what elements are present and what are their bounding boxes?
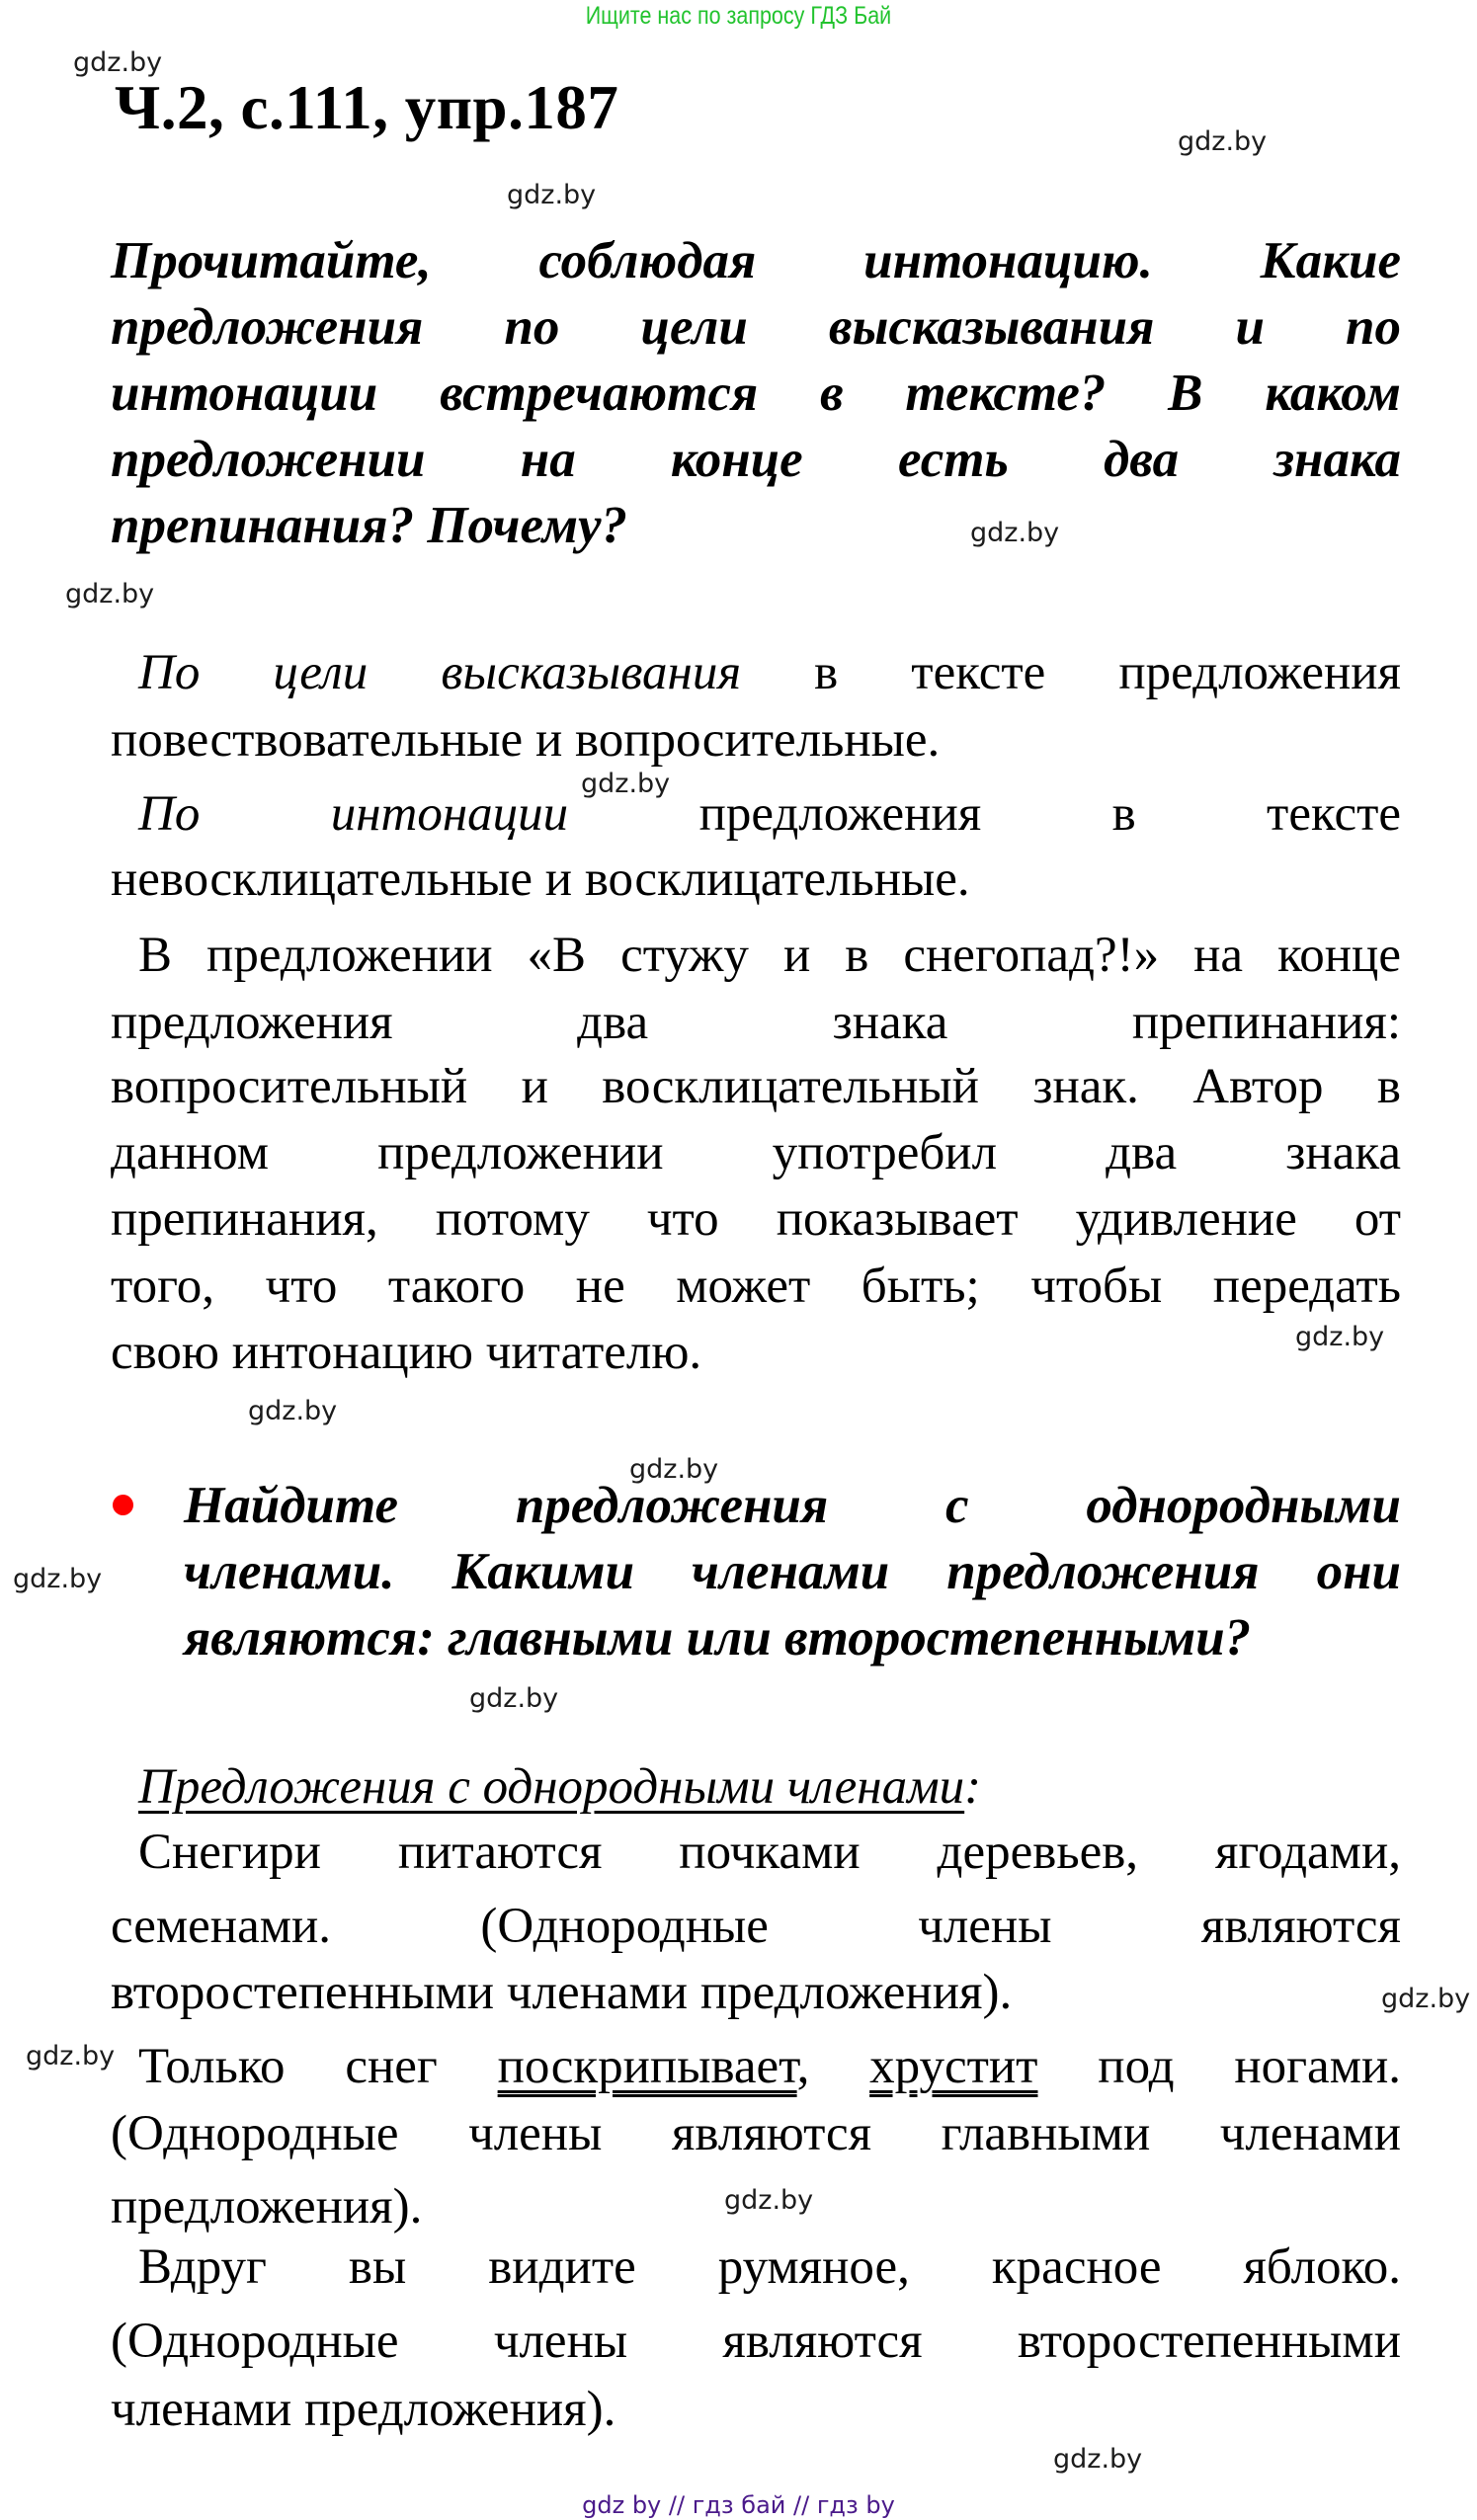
- comma: ,: [796, 2039, 810, 2094]
- watermark: gdz.by: [1295, 1322, 1385, 1352]
- italic-term: интонации: [330, 786, 569, 842]
- text-line: являются: главными или второстепенными?: [184, 1609, 1252, 1666]
- text-line: второстепенными членами предложения).: [111, 1965, 1013, 2020]
- text-line: Вдруг вы видите румяное, красное яблоко.: [138, 2239, 1401, 2295]
- watermark: gdz.by: [507, 180, 597, 210]
- text-span: под ногами.: [1098, 2039, 1402, 2094]
- text-line: предложения).: [111, 2179, 423, 2235]
- predicate-double-underline: хрустит: [869, 2039, 1038, 2094]
- text-line: В предложении «В стужу и в снегопад?!» на конце: [138, 928, 1401, 983]
- section-heading: [138, 1757, 1401, 1817]
- red-bullet-icon: [113, 1495, 133, 1515]
- watermark: gdz.by: [724, 2185, 814, 2216]
- text-span: в тексте предложения: [814, 645, 1402, 700]
- text-line: [138, 784, 1401, 844]
- text-line: препинания? Почему?: [111, 497, 628, 554]
- italic-term: По цели высказывания: [138, 645, 742, 700]
- text-line: того, что такого не может быть; чтобы передать: [111, 1259, 1401, 1314]
- watermark: gdz.by: [1178, 126, 1268, 157]
- watermark: gdz.by: [1381, 1984, 1471, 2014]
- text-line: членами. Какими членами предложения они: [184, 1543, 1401, 1600]
- text-line: членами предложения).: [111, 2382, 616, 2437]
- watermark: gdz.by: [13, 1564, 103, 1594]
- footer-links[interactable]: gdz by // гдз бай // гдз by: [582, 2491, 895, 2519]
- underlined-heading: Предложения с однородными членами: [138, 1759, 965, 1815]
- page-title: Ч.2, с.111, упр.187: [115, 73, 619, 142]
- text-line: свою интонацию читателю.: [111, 1325, 702, 1380]
- text-span: предложения в тексте: [698, 786, 1402, 842]
- text-line: вопросительный и восклицательный знак. Автор в: [111, 1059, 1401, 1114]
- italic-term: По: [138, 786, 201, 842]
- watermark: gdz.by: [581, 769, 671, 799]
- text-line: препинания, потому что показывает удивление от: [111, 1191, 1401, 1247]
- watermark: gdz.by: [970, 518, 1060, 548]
- text-line: предложении на конце есть два знака: [111, 431, 1401, 488]
- heading-colon: :: [964, 1759, 982, 1815]
- text-line: интонации встречаются в тексте? В каком: [111, 365, 1401, 422]
- text-line: предложения два знака препинания:: [111, 995, 1401, 1050]
- watermark: gdz.by: [73, 47, 163, 78]
- text-line: [138, 2037, 1401, 2096]
- watermark: gdz.by: [1053, 2444, 1143, 2475]
- text-line: невосклицательные и восклицательные.: [111, 852, 970, 907]
- watermark: gdz.by: [248, 1396, 338, 1426]
- watermark: gdz.by: [469, 1683, 559, 1714]
- text-line: Снегири питаются почками деревьев, ягодами,: [138, 1825, 1401, 1880]
- text-line: Найдите предложения с однородными: [184, 1477, 1401, 1534]
- text-line: (Однородные члены являются главными членами: [111, 2106, 1401, 2161]
- watermark: gdz.by: [629, 1454, 719, 1485]
- predicate-double-underline: поскрипывает: [497, 2039, 797, 2094]
- text-line: данном предложении употребил два знака: [111, 1125, 1401, 1180]
- text-line: [138, 643, 1401, 702]
- text-line: повествовательные и вопросительные.: [111, 712, 941, 768]
- watermark: gdz.by: [26, 2041, 116, 2072]
- text-line: (Однородные члены являются второстепенными: [111, 2314, 1401, 2369]
- text-span: Только снег: [138, 2039, 438, 2094]
- text-line: предложения по цели высказывания и по: [111, 298, 1401, 356]
- text-line: Прочитайте, соблюдая интонацию. Какие: [111, 232, 1401, 289]
- watermark: gdz.by: [65, 579, 155, 610]
- top-banner-link[interactable]: Ищите нас по запросу ГДЗ Бай: [585, 2, 892, 30]
- text-line: семенами. (Однородные члены являются: [111, 1899, 1401, 1954]
